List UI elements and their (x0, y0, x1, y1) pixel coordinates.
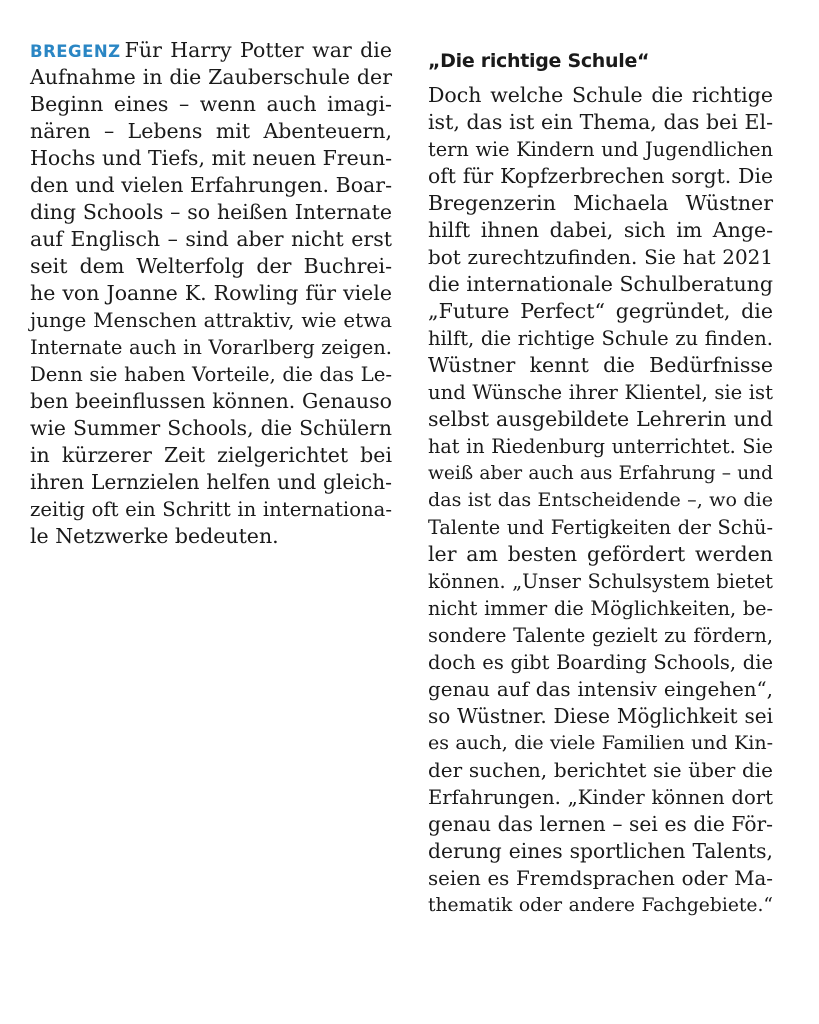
text-line: der suchen, berichtet sie über die (428, 758, 773, 782)
intro-paragraph (30, 0, 392, 550)
text-line: so Wüstner. Diese Möglichkeit sei (428, 704, 773, 728)
body-paragraph (428, 82, 773, 919)
text-line: Beginn eines – wenn auch imagi- (30, 92, 392, 116)
text-line: ding Schools – so heißen Internate (30, 200, 392, 224)
text-line: die internationale Schulberatung (428, 272, 773, 296)
text-line: Aufnahme in die Zauberschule der (30, 65, 392, 89)
text-line: sondere Talente gezielt zu fördern, (428, 624, 773, 647)
text-line: hat in Riedenburg unterrichtet. Sie (428, 435, 773, 458)
text-line: „Future Perfect“ gegründet, die (428, 299, 773, 323)
text-line: genau auf das intensiv eingehen“, (428, 678, 773, 701)
text-line: können. „Unser Schulsystem bietet (428, 570, 773, 593)
text-line: es auch, die viele Familien und Kin- (428, 732, 773, 754)
text-line: seien es Fremdsprachen oder Ma- (428, 867, 773, 890)
text-line: Hochs und Tiefs, mit neuen Freun- (30, 146, 393, 170)
text-line: auf Englisch – sind aber nicht erst (30, 227, 392, 251)
text-line: das ist das Entscheidende –, wo die (428, 489, 773, 511)
text-line: tern wie Kindern und Jugendlichen (428, 138, 773, 161)
text-line: Denn sie haben Vorteile, die das Le- (30, 363, 392, 386)
text-line: ben beeinflussen können. Genauso (30, 389, 392, 413)
text-line: le Netzwerke bedeuten. (30, 524, 279, 548)
text-line: zeitig oft ein Schritt in internationa- (30, 498, 392, 521)
text-line: junge Menschen attraktiv, wie etwa (30, 309, 392, 332)
text-line: nären – Lebens mit Abenteuern, (30, 119, 392, 143)
text-line: bot zurechtzufinden. Sie hat 2021 (428, 246, 773, 269)
text-line: den und vielen Erfahrungen. Boar- (30, 173, 392, 197)
right-column (428, 0, 773, 919)
text-line: hilft, die richtige Schule zu finden. (428, 327, 773, 350)
text-line: in kürzerer Zeit zielgerichtet bei (30, 443, 392, 467)
text-line: Internate auch in Vorarlberg zeigen. (30, 336, 392, 359)
text-line: oft für Kopfzerbrechen sorgt. Die (428, 164, 773, 188)
text-line: ist, das ist ein Thema, das bei El- (428, 110, 773, 134)
text-line: genau das lernen – sei es die För- (428, 812, 773, 836)
text-line: thematik oder andere Fachgebiete.“ (428, 895, 773, 916)
text-line: he von Joanne K. Rowling für viele (30, 281, 392, 305)
subheading: „Die richtige Schule“ (428, 50, 650, 72)
text-line: seit dem Welterfolg der Buchrei- (30, 254, 392, 278)
text-line: ler am besten gefördert werden (428, 542, 773, 566)
text-line: doch es gibt Boarding Schools, die (428, 651, 773, 674)
text-line: und Wünsche ihrer Klientel, sie ist (428, 381, 773, 404)
left-column (30, 0, 392, 550)
text-line (30, 37, 392, 64)
text-line: ihren Lernzielen helfen und gleich- (30, 470, 392, 494)
text-line: Wüstner kennt die Bedürfnisse (428, 353, 773, 377)
text-line-content: Für Harry Potter war die (124, 38, 392, 62)
text-line: derung eines sportlichen Talents, (428, 839, 773, 863)
text-line: selbst ausgebildete Lehrerin und (428, 407, 773, 431)
text-line: Bregenzerin Michaela Wüstner (428, 191, 773, 215)
text-line: wie Summer Schools, die Schülern (30, 416, 392, 440)
text-line: hilft ihnen dabei, sich im Ange- (428, 218, 773, 242)
dateline: BREGENZ (30, 42, 121, 61)
text-line: Doch welche Schule die richtige (428, 83, 773, 107)
text-line: Talente und Fertigkeiten der Schü- (428, 516, 773, 539)
text-line: Erfahrungen. „Kinder können dort (428, 786, 773, 809)
text-line: weiß aber auch aus Erfahrung – und (428, 463, 773, 484)
text-line: nicht immer die Möglichkeiten, be- (428, 597, 773, 620)
